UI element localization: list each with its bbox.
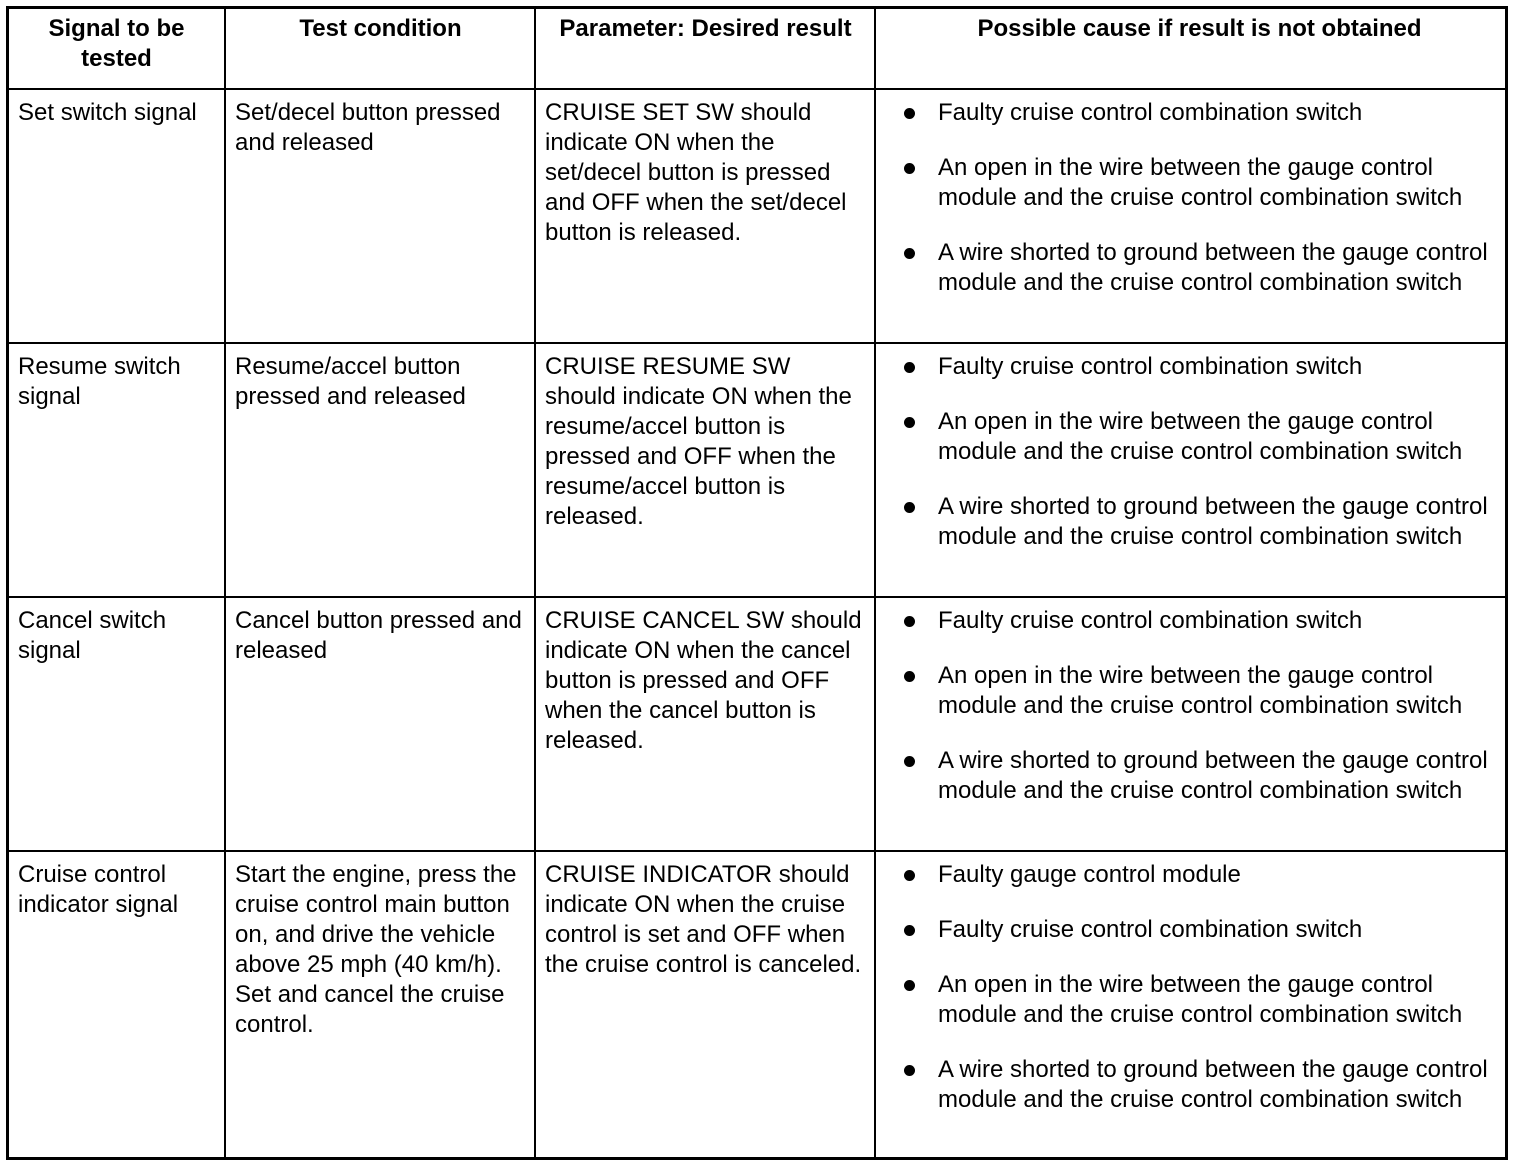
bullet-icon [904,1065,915,1076]
cause-text: A wire shorted to ground between the gauge control module and the cruise control combination switch [938,747,1488,804]
diagnostic-table [6,6,1508,1160]
cause-text: A wire shorted to ground between the gauge control module and the cruise control combination switch [938,493,1488,550]
cause-item [900,746,1499,806]
bullet-icon [904,671,915,682]
cause-text: A wire shorted to ground between the gauge control module and the cruise control combination switch [938,1056,1488,1113]
header-signal: Signal to be tested [48,15,185,72]
cause-item [900,352,1499,382]
table-row [9,850,1505,1157]
signal-cell: Set switch signal [18,99,197,126]
cause-item [900,238,1499,298]
table-header-row [9,9,1505,88]
bullet-icon [904,417,915,428]
cause-text: An open in the wire between the gauge control module and the cruise control combination switch [938,408,1463,465]
header-cause: Possible cause if result is not obtained [874,9,1505,88]
table-row [9,342,1505,596]
cause-item [900,661,1499,721]
cause-text: Faulty cruise control combination switch [938,916,1363,943]
result-cell: CRUISE RESUME SW should indicate ON when the resume/accel button is pressed and OFF when the resume/accel button is released. [534,344,874,596]
cause-item [900,970,1499,1030]
signal-cell: Cancel switch signal [18,607,167,664]
condition-cell: Cancel button pressed and released [224,598,534,850]
cause-text: Faulty cruise control combination switch [938,607,1363,634]
cause-cell [874,344,1505,596]
cause-list [900,860,1499,1115]
cause-item [900,915,1499,945]
bullet-icon [904,616,915,627]
header-result: Parameter: Desired result [534,9,874,88]
result-cell: CRUISE SET SW should indicate ON when the set/decel button is pressed and OFF when the set/decel button is released. [534,90,874,342]
cause-text: An open in the wire between the gauge control module and the cruise control combination switch [938,971,1463,1028]
signal-cell: Resume switch signal [18,353,181,410]
result-cell: CRUISE INDICATOR should indicate ON when the cruise control is set and OFF when the cruise control is canceled. [534,852,874,1157]
bullet-icon [904,925,915,936]
bullet-icon [904,163,915,174]
table-row [9,596,1505,850]
cause-item [900,98,1499,128]
cause-cell [874,90,1505,342]
header-condition: Test condition [224,9,534,88]
condition-cell: Resume/accel button pressed and released [224,344,534,596]
cause-item [900,1055,1499,1115]
cause-text: An open in the wire between the gauge control module and the cruise control combination switch [938,154,1463,211]
cause-list [900,98,1499,298]
bullet-icon [904,980,915,991]
signal-cell: Cruise control indicator signal [18,861,179,918]
cause-list [900,606,1499,806]
table-row [9,88,1505,342]
bullet-icon [904,108,915,119]
cause-list [900,352,1499,552]
cause-item [900,407,1499,467]
cause-item [900,606,1499,636]
cause-text: Faulty cruise control combination switch [938,99,1363,126]
condition-cell: Set/decel button pressed and released [224,90,534,342]
bullet-icon [904,756,915,767]
cause-text: Faulty gauge control module [938,861,1241,888]
cause-cell [874,852,1505,1157]
bullet-icon [904,502,915,513]
bullet-icon [904,362,915,373]
cause-item [900,860,1499,890]
cause-text: An open in the wire between the gauge control module and the cruise control combination switch [938,662,1463,719]
cause-item [900,492,1499,552]
cause-text: A wire shorted to ground between the gauge control module and the cruise control combination switch [938,239,1488,296]
cause-text: Faulty cruise control combination switch [938,353,1363,380]
cause-item [900,153,1499,213]
bullet-icon [904,248,915,259]
bullet-icon [904,870,915,881]
result-cell: CRUISE CANCEL SW should indicate ON when the cancel button is pressed and OFF when the cancel button is released. [534,598,874,850]
cause-cell [874,598,1505,850]
condition-cell: Start the engine, press the cruise control main button on, and drive the vehicle above 25 mph (40 km/h). Set and cancel the cruise control. [224,852,534,1157]
